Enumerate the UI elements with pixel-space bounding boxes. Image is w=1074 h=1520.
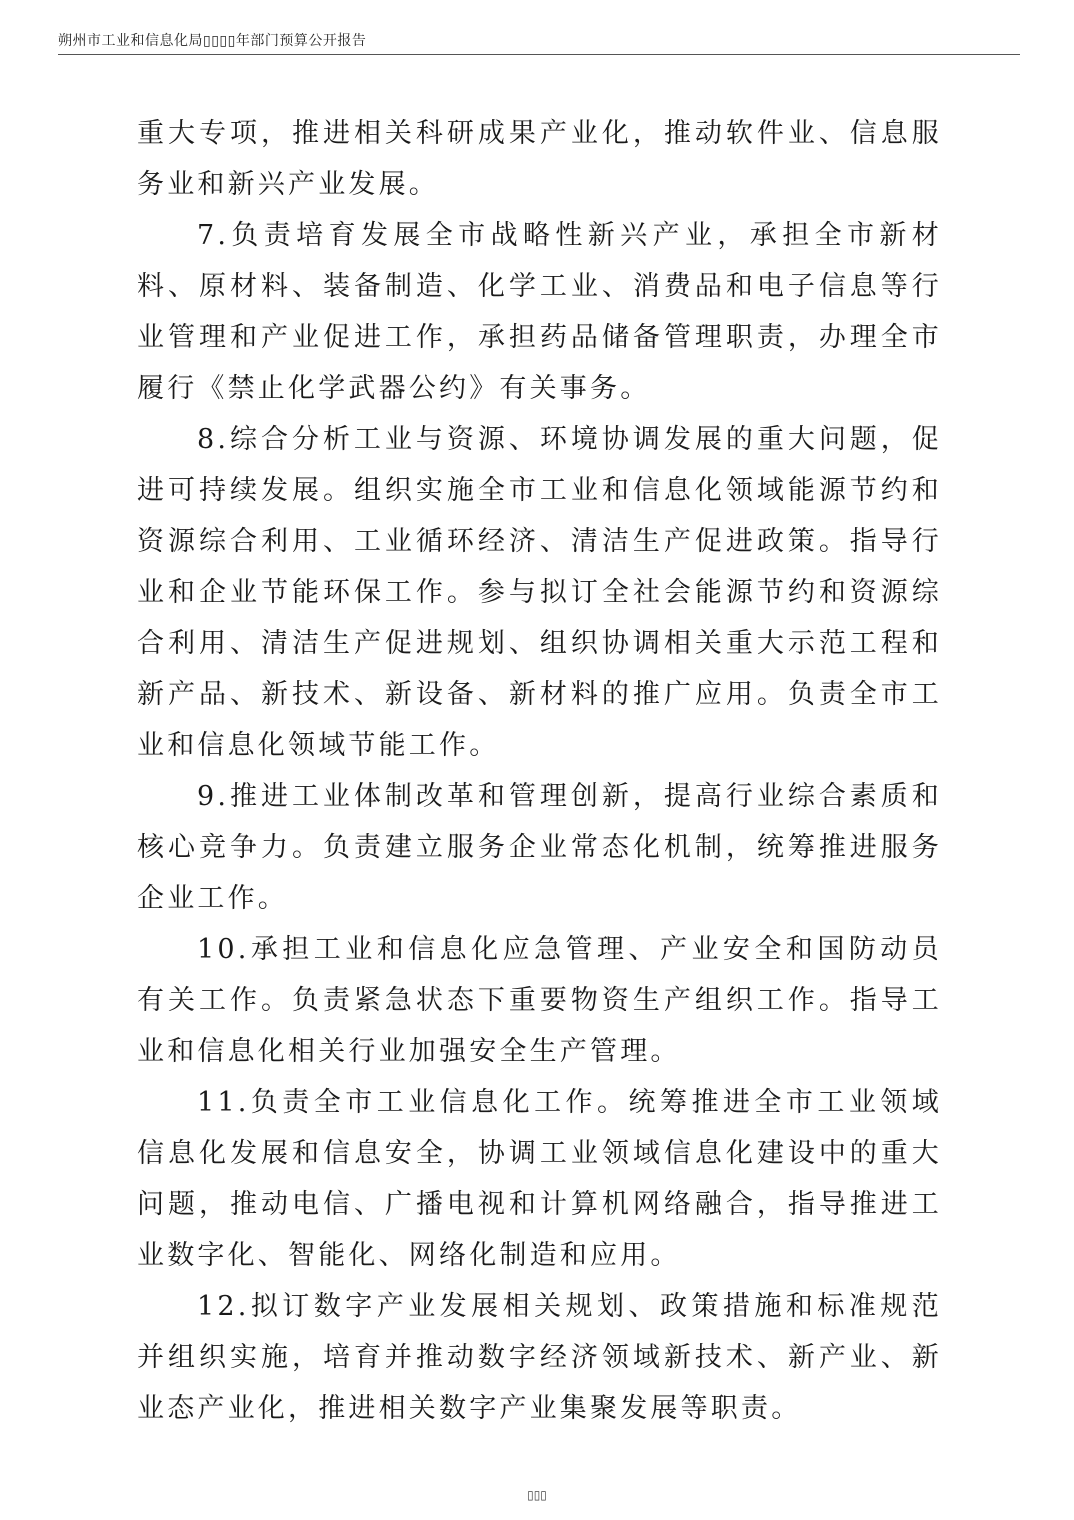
paragraph-item-11: 11.负责全市工业信息化工作。统筹推进全市工业领域信息化发展和信息安全，协调工业领域信息化建设中的重大问题，推动电信、广播电视和计算机网络融合，指导推进工业数字化、智能化、网络化制造和应用。 <box>137 1087 942 1271</box>
paragraph-item-7: 7.负责培育发展全市战略性新兴产业，承担全市新材料、原材料、装备制造、化学工业、消费品和电子信息等行业管理和产业促进工作，承担药品储备管理职责，办理全市履行《禁止化学武器公约》有关事务。 <box>137 220 942 404</box>
page-header <box>58 32 1020 55</box>
header-title: 朔州市工业和信息化局▯▯▯▯年部门预算公开报告 <box>58 33 367 49</box>
paragraph-item-10: 10.承担工业和信息化应急管理、产业安全和国防动员有关工作。负责紧急状态下重要物资生产组织工作。指导工业和信息化相关行业加强安全生产管理。 <box>137 934 942 1067</box>
page-number: ▯▯▯ <box>527 1488 547 1502</box>
paragraph-item-8: 8.综合分析工业与资源、环境协调发展的重大问题，促进可持续发展。组织实施全市工业和信息化领域能源节约和资源综合利用、工业循环经济、清洁生产促进政策。指导行业和企业节能环保工作。参与拟订全社会能源节约和资源综合利用、清洁生产促进规划、组织协调相关重大示范工程和新产品、新技术、新设备、新材料的推广应用。负责全市工业和信息化领域节能工作。 <box>137 424 942 761</box>
document-body <box>137 108 942 1434</box>
paragraph-continuation: 重大专项，推进相关科研成果产业化，推动软件业、信息服务业和新兴产业发展。 <box>137 118 942 200</box>
paragraph-item-12: 12.拟订数字产业发展相关规划、政策措施和标准规范并组织实施，培育并推动数字经济领域新技术、新产业、新业态产业化，推进相关数字产业集聚发展等职责。 <box>137 1291 942 1424</box>
paragraph-item-9: 9.推进工业体制改革和管理创新，提高行业综合素质和核心竞争力。负责建立服务企业常态化机制，统筹推进服务企业工作。 <box>137 781 942 914</box>
